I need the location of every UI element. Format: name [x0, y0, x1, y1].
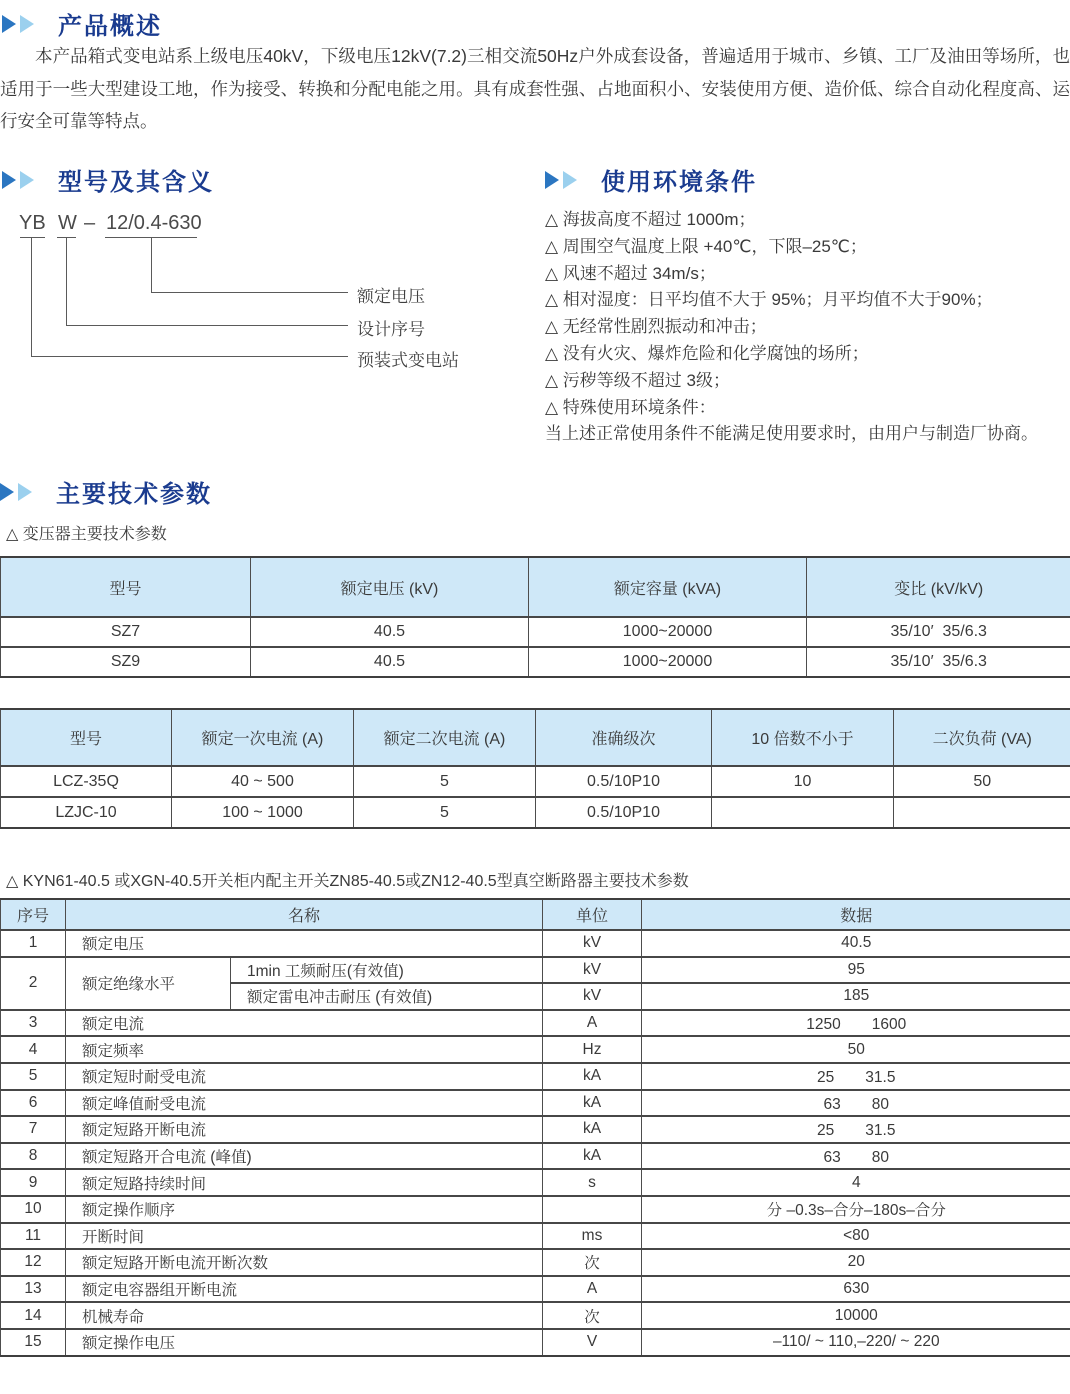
table-header-cell: 型号: [1, 709, 172, 766]
table-cell: 35/10′ 35/6.3: [807, 647, 1070, 677]
table-cell: 35/10′ 35/6.3: [807, 617, 1070, 647]
table-cell: 3: [1, 1010, 66, 1037]
table-cell: 9: [1, 1169, 66, 1196]
table-cell: [543, 1196, 642, 1223]
diagram-label: 预装式变电站: [357, 351, 459, 370]
table-cell: kV: [543, 957, 642, 984]
table-row: [1, 1036, 1070, 1063]
arrow-icon: [2, 171, 16, 189]
list-item: △ 周围空气温度上限 +40℃，下限–25℃；: [545, 236, 867, 256]
table-cell: 40.5: [251, 617, 529, 647]
table-header-cell: 准确级次: [536, 709, 712, 766]
section-title: 型号及其含义: [58, 169, 214, 196]
breaker-table: [0, 898, 1070, 1357]
table-cell: 5: [354, 766, 536, 797]
list-item: △ 污秽等级不超过 3级；: [545, 370, 730, 390]
table-cell: 次: [543, 1302, 642, 1329]
table-cell: LCZ-35Q: [1, 766, 172, 797]
table-header-cell: 额定一次电流 (A): [172, 709, 354, 766]
list-item: 当上述正常使用条件不能满足使用要求时，由用户与制造厂协商。: [545, 424, 1038, 444]
table-cell: 额定雷电冲击耐压 (有效值): [231, 983, 543, 1010]
table-cell: 4: [1, 1036, 66, 1063]
table-cell: 6: [1, 1090, 66, 1117]
ct-table: [0, 708, 1070, 829]
list-item: △ 相对湿度：日平均值不大于 95%；月平均值不大于90%；: [545, 290, 993, 310]
model-code-part: YB: [19, 212, 46, 234]
section-title: 主要技术参数: [56, 481, 212, 508]
table-cell: ms: [543, 1223, 642, 1250]
table-row: [1, 1302, 1070, 1329]
diagram-line: [66, 237, 67, 326]
diagram-line: [31, 237, 32, 357]
table-cell: 50: [894, 766, 1070, 797]
table-cell: 25 31.5: [642, 1116, 1070, 1143]
table-cell: A: [543, 1276, 642, 1303]
table-cell: 额定电压: [66, 930, 543, 957]
arrow-icon: [545, 171, 559, 189]
section-title: 使用环境条件: [601, 169, 757, 196]
table-cell: 15: [1, 1329, 66, 1356]
diagram-line: [151, 237, 152, 293]
table-cell: 开断时间: [66, 1223, 543, 1250]
table-header-cell: 数据: [642, 899, 1070, 930]
table-cell: 额定峰值耐受电流: [66, 1090, 543, 1117]
breaker-table-caption: △ KYN61-40.5 或XGN-40.5开关柜内配主开关ZN85-40.5或ZN12-40.5型真空断路器主要技术参数: [6, 873, 689, 890]
table-cell: 额定绝缘水平: [66, 957, 231, 1010]
table-cell: 额定短路持续时间: [66, 1169, 543, 1196]
table-header-cell: 序号: [1, 899, 66, 930]
table-cell: 额定短路开断电流开断次数: [66, 1249, 543, 1276]
section-header-overview: [2, 6, 162, 41]
table-cell: 10000: [642, 1302, 1070, 1329]
table-header-cell: 额定二次电流 (A): [354, 709, 536, 766]
table-cell: [894, 797, 1070, 828]
table-row: [1, 957, 1070, 984]
list-item: △ 没有火灾、爆炸危险和化学腐蚀的场所；: [545, 343, 869, 363]
table-row: [1, 1169, 1070, 1196]
table-row: [1, 1143, 1070, 1170]
table-cell: kA: [543, 1143, 642, 1170]
model-code-part: –: [84, 212, 96, 234]
section-header-model: [2, 162, 214, 197]
table-cell: kA: [543, 1116, 642, 1143]
table-cell: 10: [712, 766, 894, 797]
transformer-table: [0, 556, 1070, 678]
table-row: [1, 797, 1070, 828]
table-cell: kV: [543, 983, 642, 1010]
arrow-icon: [20, 15, 34, 33]
table-header-cell: 额定容量 (kVA): [529, 557, 807, 617]
table-cell: A: [543, 1010, 642, 1037]
environment-condition-list: [545, 207, 1070, 448]
section-title: 产品概述: [58, 13, 162, 40]
table-cell: [712, 797, 894, 828]
table-cell: 1000~20000: [529, 647, 807, 677]
diagram-label: 额定电压: [357, 287, 425, 306]
table-header-cell: 名称: [66, 899, 543, 930]
diagram-line: [66, 325, 348, 326]
table-cell: kA: [543, 1063, 642, 1090]
table-cell: SZ9: [1, 647, 251, 677]
table-cell: 10: [1, 1196, 66, 1223]
table-header-cell: 变比 (kV/kV): [807, 557, 1070, 617]
table-cell: 1000~20000: [529, 617, 807, 647]
table-cell: 12: [1, 1249, 66, 1276]
table-cell: 分 –0.3s–合分–180s–合分: [642, 1196, 1070, 1223]
section-header-parameters: [0, 474, 212, 509]
table-cell: –110/ ~ 110,–220/ ~ 220: [642, 1329, 1070, 1356]
table-cell: 40.5: [642, 930, 1070, 957]
table-cell: SZ7: [1, 617, 251, 647]
list-item: △ 风速不超过 34m/s；: [545, 263, 716, 283]
list-item: △ 特殊使用环境条件：: [545, 397, 716, 417]
table-cell: 40.5: [251, 647, 529, 677]
table-row: [1, 1090, 1070, 1117]
table-cell: 额定操作电压: [66, 1329, 543, 1356]
table-cell: 185: [642, 983, 1070, 1010]
table-cell: 额定短路开合电流 (峰值): [66, 1143, 543, 1170]
table-cell: 14: [1, 1302, 66, 1329]
table-cell: 1: [1, 930, 66, 957]
table-row: [1, 1196, 1070, 1223]
table-cell: 13: [1, 1276, 66, 1303]
table-cell: 额定电流: [66, 1010, 543, 1037]
table-cell: 次: [543, 1249, 642, 1276]
table-cell: 630: [642, 1276, 1070, 1303]
table-cell: 63 80: [642, 1090, 1070, 1117]
table-cell: 1250 1600: [642, 1010, 1070, 1037]
diagram-line: [151, 292, 348, 293]
table-header-cell: 单位: [543, 899, 642, 930]
arrow-icon: [563, 171, 577, 189]
table-row: [1, 766, 1070, 797]
table-cell: 2: [1, 957, 66, 1010]
model-code-part: W: [58, 212, 77, 234]
table-cell: V: [543, 1329, 642, 1356]
table-cell: Hz: [543, 1036, 642, 1063]
table-row: [1, 1276, 1070, 1303]
list-item: △ 海拔高度不超过 1000m；: [545, 210, 756, 229]
table-cell: 40 ~ 500: [172, 766, 354, 797]
table-cell: 95: [642, 957, 1070, 984]
table-cell: 机械寿命: [66, 1302, 543, 1329]
table-row: [1, 1223, 1070, 1250]
table-row: [1, 647, 1070, 677]
overview-paragraph: 本产品箱式变电站系上级电压40kV，下级电压12kV(7.2)三相交流50Hz户外成套设备，普遍适用于城市、乡镇、工厂及油田等场所，也适用于一些大型建设工地，作为接受、转换和分配电能之用。具有成套性强、占地面积小、安装使用方便、造价低、综合自动化程度高、运行安全可靠等特点。: [0, 46, 1070, 131]
table-header-cell: 10 倍数不小于: [712, 709, 894, 766]
transformer-table-caption: △ 变压器主要技术参数: [6, 526, 167, 543]
table-cell: 11: [1, 1223, 66, 1250]
table-row: [1, 1249, 1070, 1276]
table-cell: 25 31.5: [642, 1063, 1070, 1090]
table-header-cell: 二次负荷 (VA): [894, 709, 1070, 766]
table-cell: <80: [642, 1223, 1070, 1250]
table-cell: 8: [1, 1143, 66, 1170]
table-cell: 50: [642, 1036, 1070, 1063]
list-item: △ 无经常性剧烈振动和冲击；: [545, 317, 767, 337]
table-cell: 20: [642, 1249, 1070, 1276]
table-row: [1, 617, 1070, 647]
table-row: [1, 1063, 1070, 1090]
table-cell: 额定短时耐受电流: [66, 1063, 543, 1090]
table-cell: 4: [642, 1169, 1070, 1196]
model-code-part: 12/0.4-630: [106, 212, 202, 234]
table-cell: 5: [354, 797, 536, 828]
table-cell: 7: [1, 1116, 66, 1143]
table-cell: 1min 工频耐压(有效值): [231, 957, 543, 984]
table-cell: 额定电容器组开断电流: [66, 1276, 543, 1303]
diagram-label: 设计序号: [357, 320, 425, 339]
table-cell: 额定操作顺序: [66, 1196, 543, 1223]
arrow-icon: [20, 171, 34, 189]
arrow-icon: [2, 15, 16, 33]
table-header-cell: 型号: [1, 557, 251, 617]
table-cell: 0.5/10P10: [536, 797, 712, 828]
section-header-environment: [545, 162, 757, 197]
table-cell: 额定频率: [66, 1036, 543, 1063]
arrow-icon: [18, 483, 32, 501]
table-row: [1, 1116, 1070, 1143]
table-cell: kV: [543, 930, 642, 957]
table-cell: 0.5/10P10: [536, 766, 712, 797]
table-cell: 63 80: [642, 1143, 1070, 1170]
table-cell: 100 ~ 1000: [172, 797, 354, 828]
arrow-icon: [0, 483, 14, 501]
table-cell: s: [543, 1169, 642, 1196]
table-cell: LZJC-10: [1, 797, 172, 828]
table-row: [1, 930, 1070, 957]
table-header-cell: 额定电压 (kV): [251, 557, 529, 617]
table-cell: 5: [1, 1063, 66, 1090]
diagram-line: [31, 356, 348, 357]
table-row: [1, 1010, 1070, 1037]
table-cell: kA: [543, 1090, 642, 1117]
diagram-underline: [20, 237, 45, 238]
table-cell: 额定短路开断电流: [66, 1116, 543, 1143]
table-row: [1, 1329, 1070, 1356]
